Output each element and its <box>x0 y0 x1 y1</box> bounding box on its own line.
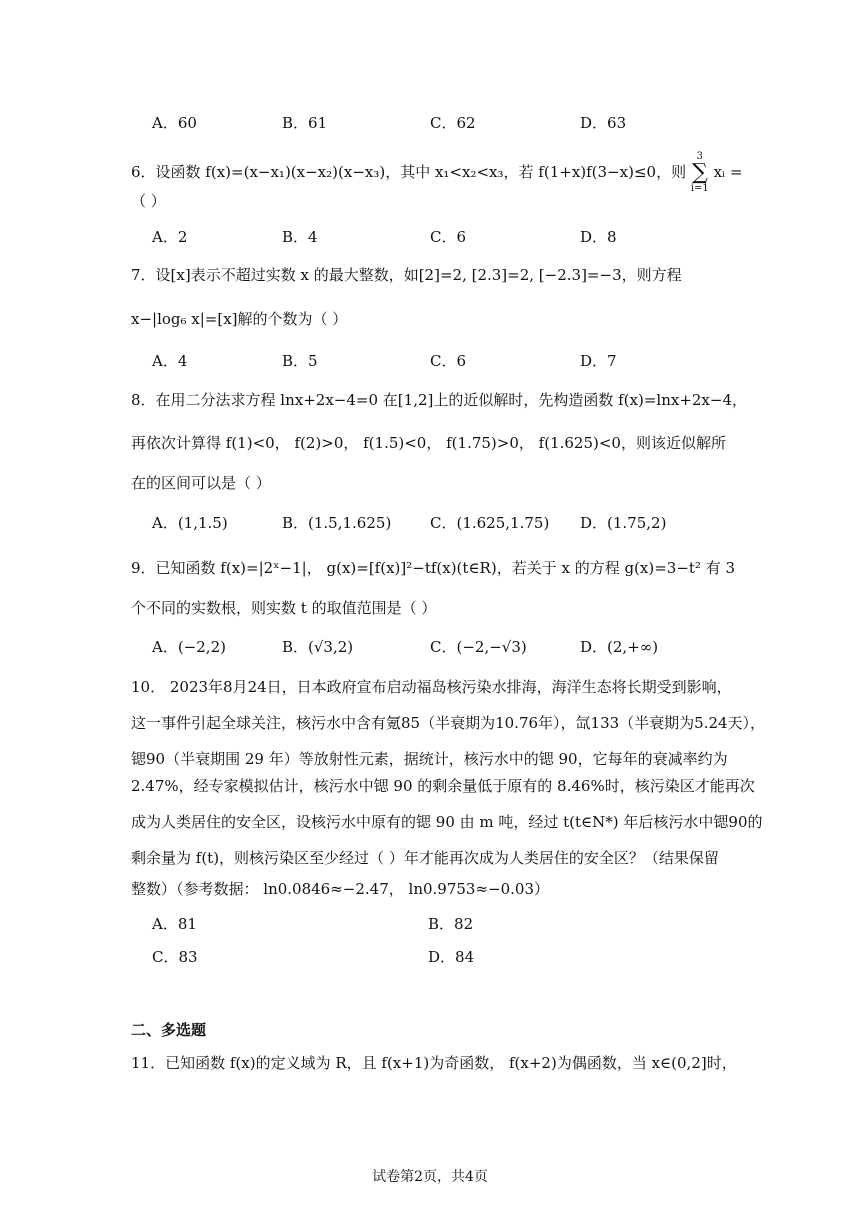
q8-line-2: 再依次计算得 f(1)<0， f(2)>0， f(1.5)<0， f(1.75)>0， f(1.625)<0，则该近似解所 <box>131 434 726 452</box>
q6-option-a: A．2 <box>152 228 188 246</box>
q6-sum-symbol <box>691 152 709 194</box>
q10-option-a: A．81 <box>152 915 197 933</box>
q9-line-1: 9．已知函数 f(x)=|2ˣ−1|， g(x)=[f(x)]²−tf(x)(t∈R)，若关于 x 的方程 g(x)=3−t² 有 3 <box>131 559 736 577</box>
q5-option-d: D．63 <box>580 114 627 132</box>
q7-line-1: 7．设[x]表示不超过实数 x 的最大整数，如[2]=2, [2.3]=2, [−2.3]=−3，则方程 <box>131 266 682 284</box>
q6-sum-top: 3 <box>696 151 704 162</box>
q8-option-d: D．(1.75,2) <box>580 514 667 532</box>
q8-line-1: 8．在用二分法求方程 lnx+2x−4=0 在[1,2]上的近似解时，先构造函数 f(x)=lnx+2x−4， <box>131 391 748 409</box>
q10-options-row-2 <box>152 946 752 968</box>
page-footer: 试卷第2页，共4页 <box>372 1169 488 1185</box>
q10-line-4: 2.47%，经专家模拟估计，核污水中锶 90 的剩余量低于原有的 8.46%时，核污染区才能再次 <box>131 777 755 795</box>
q10-option-c: C．83 <box>152 948 198 966</box>
q6-sum-sign: ∑ <box>691 160 708 185</box>
q6-sum-bottom: i=1 <box>690 183 709 194</box>
q10-option-d: D．84 <box>428 948 475 966</box>
q7-option-b: B．5 <box>282 352 318 370</box>
q10-line-7: 整数）（参考数据： ln0.0846≈−2.47， ln0.9753≈−0.03） <box>131 880 549 898</box>
q6-option-b: B．4 <box>282 228 318 246</box>
q9-option-d: D．(2,+∞) <box>580 638 659 656</box>
q9-option-c: C．(−2,−√3) <box>430 638 527 656</box>
q6-option-d: D．8 <box>580 228 617 246</box>
q5-option-c: C．62 <box>430 114 476 132</box>
q6-text: 6．设函数 f(x)=(x−x₁)(x−x₂)(x−x₃)，其中 x₁<x₂<x₃，若 f(1+x)f(3−x)≤0，则 <box>131 163 687 181</box>
q8-option-a: A．(1,1.5) <box>152 514 228 532</box>
q11-line-1: 11．已知函数 f(x)的定义域为 R，且 f(x+1)为奇函数， f(x+2)为偶函数，当 x∈(0,2]时， <box>131 1054 737 1072</box>
q10-line-5: 成为人类居住的安全区，设核污水中原有的锶 90 由 m 吨，经过 t(t∈N*) 年后核污水中锶90的 <box>131 813 763 831</box>
q6-options <box>152 226 752 248</box>
q6-option-c: C．6 <box>430 228 467 246</box>
q8-option-b: B．(1.5,1.625) <box>282 514 392 532</box>
q8-option-c: C．(1.625,1.75) <box>430 514 550 532</box>
q7-option-d: D．7 <box>580 352 617 370</box>
q5-option-b: B．61 <box>282 114 328 132</box>
q8-line-3: 在的区间可以是（ ） <box>131 474 271 492</box>
q10-line-1: 10． 2023年8月24日，日本政府宣布启动福岛核污染水排海，海洋生态将长期受到影响， <box>131 678 732 696</box>
q7-option-c: C．6 <box>430 352 467 370</box>
q6-paren: （ ） <box>131 192 166 210</box>
section-title: 二、多选题 <box>131 1021 207 1039</box>
q9-option-b: B．(√3,2) <box>282 638 354 656</box>
q6-stem <box>131 152 742 194</box>
q5-option-a: A．60 <box>152 114 197 132</box>
q10-line-2: 这一事件引起全球关注，核污水中含有氪85（半衰期为10.76年），氙133（半衰期为5.24天）， <box>131 714 766 732</box>
q6-sum-tail: xᵢ = <box>713 163 743 181</box>
q9-options <box>152 636 752 658</box>
q5-options <box>152 112 752 134</box>
q9-option-a: A．(−2,2) <box>152 638 226 656</box>
q10-option-b: B．82 <box>428 915 474 933</box>
q8-options <box>152 512 752 534</box>
q7-line-2: x−|log₆ x|=[x]解的个数为（ ） <box>131 310 348 328</box>
q7-options <box>152 350 752 372</box>
q10-options-row-1 <box>152 913 752 935</box>
q10-line-3: 锶90（半衰期围 29 年）等放射性元素，据统计，核污水中的锶 90，它每年的衰减率约为 <box>131 750 728 768</box>
q9-line-2: 个不同的实数根，则实数 t 的取值范围是（ ） <box>131 599 437 617</box>
q10-line-6: 剩余量为 f(t)，则核污染区至少经过（ ）年才能再次成为人类居住的安全区？（结果保留 <box>131 849 719 867</box>
q7-option-a: A．4 <box>152 352 188 370</box>
